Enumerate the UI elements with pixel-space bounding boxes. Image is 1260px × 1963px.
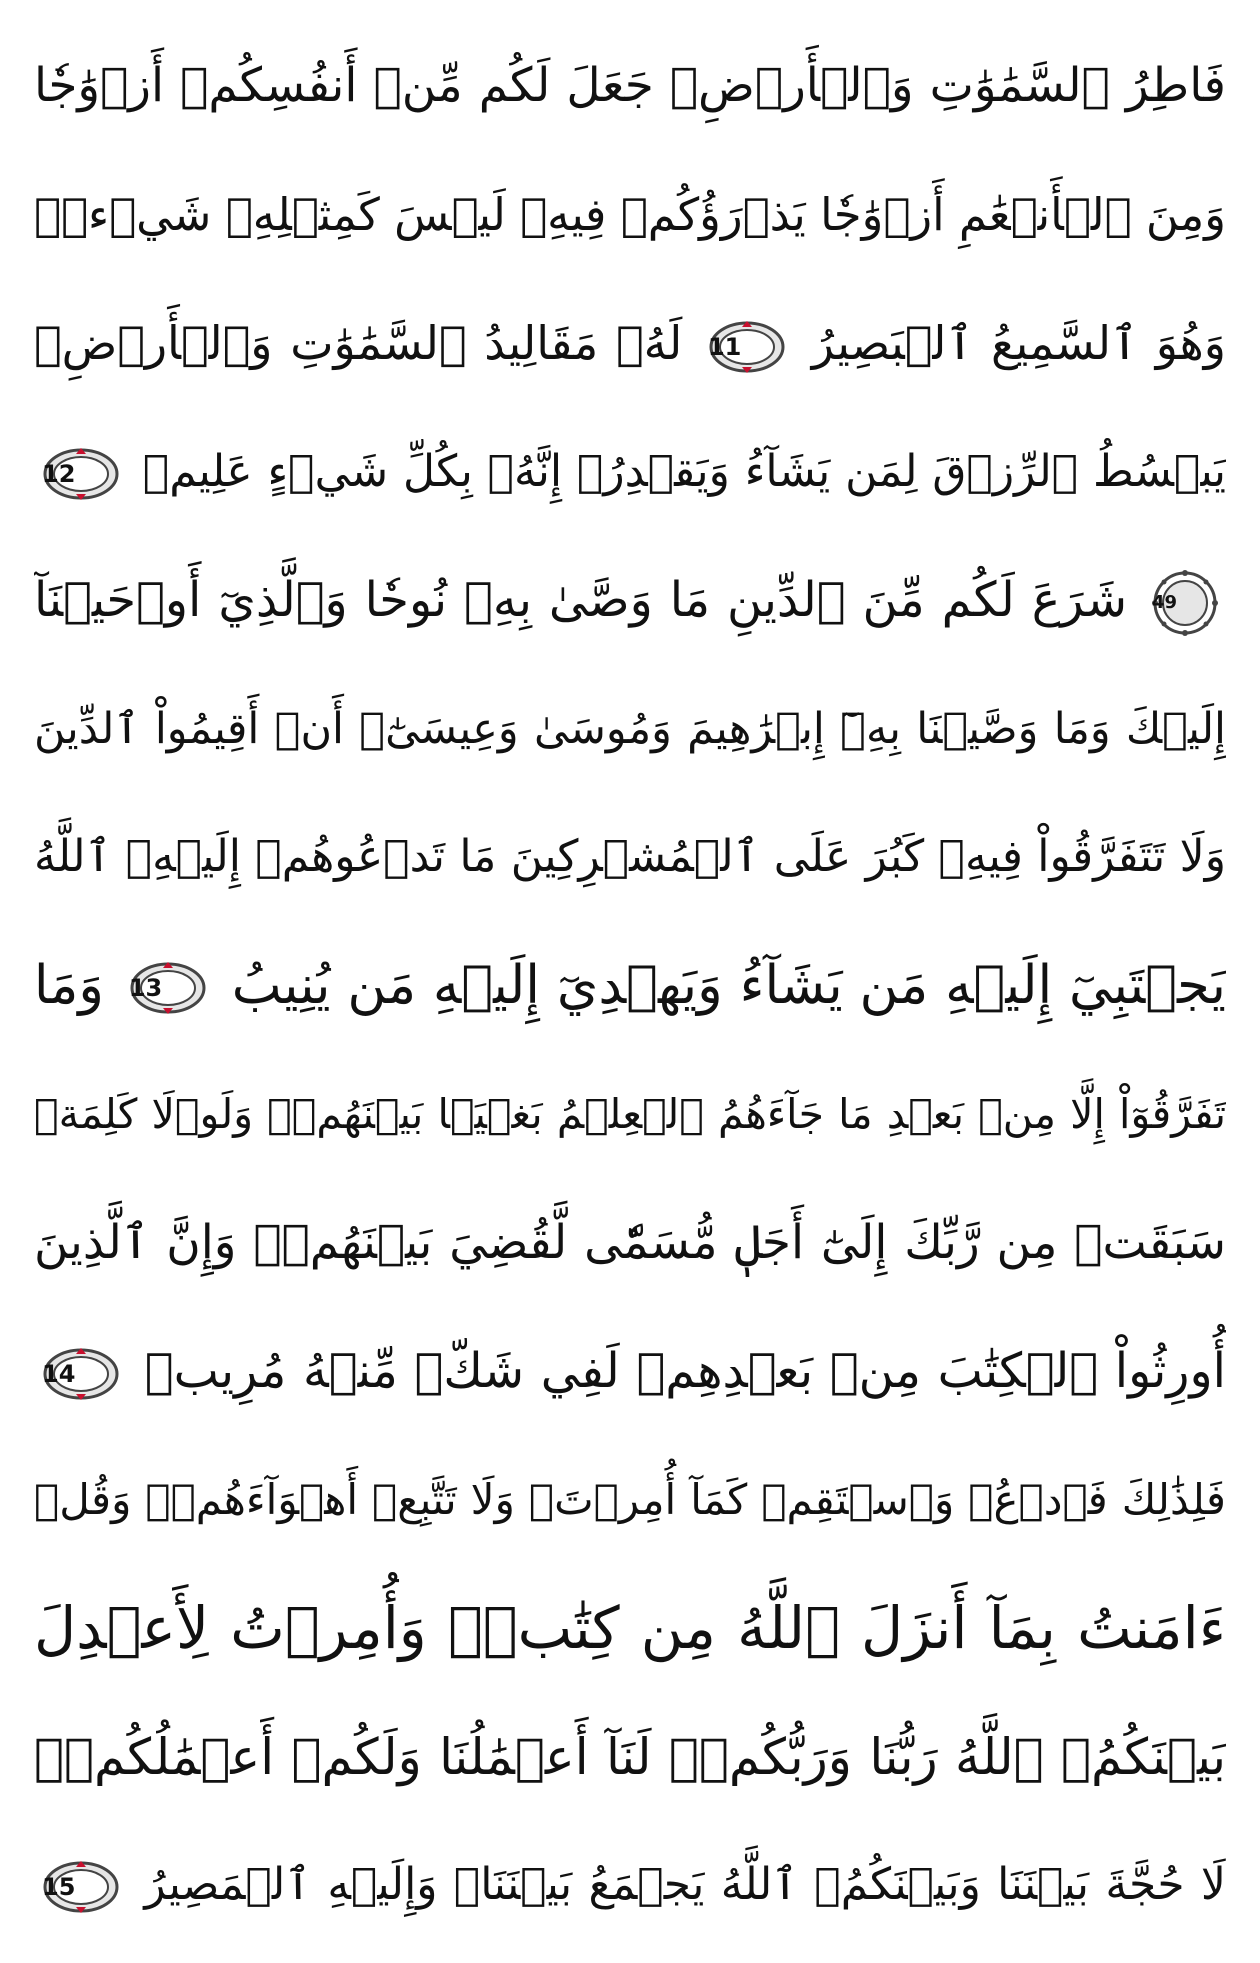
text-line bbox=[34, 408, 1226, 537]
text-line bbox=[34, 536, 1226, 665]
ayah-number-marker bbox=[708, 319, 786, 375]
line-text: سَبَقَتۡ مِن رَّبِّكَ إِلَىٰٓ أَجَلٖ مُّسَمّٗى لَّقُضِيَ بَيۡنَهُمۡۚ وَإِنَّ ٱلَّذِينَ bbox=[34, 1214, 1226, 1270]
ayah-number-marker bbox=[42, 1859, 120, 1915]
ayah-number-marker bbox=[42, 1346, 120, 1402]
ayah-number: 15 bbox=[42, 1873, 76, 1901]
line-text-group bbox=[34, 279, 1226, 408]
text-line bbox=[34, 665, 1226, 794]
text-line bbox=[34, 1821, 1226, 1950]
line-text: وَهُوَ ٱلسَّمِيعُ ٱلۡبَصِيرُ bbox=[811, 316, 1226, 370]
text-line bbox=[34, 793, 1226, 922]
line-text: يَجۡتَبِيٓ إِلَيۡهِ مَن يَشَآءُ وَيَهۡدِيٓ إِلَيۡهِ مَن يُنِيبُ bbox=[231, 954, 1226, 1016]
text-line bbox=[34, 1693, 1226, 1822]
line-text: لَهُۥ مَقَالِيدُ ٱلسَّمَٰوَٰتِ وَٱلۡأَرۡضِۖ bbox=[34, 316, 683, 370]
line-text-group bbox=[34, 922, 1226, 1051]
ayah-number-marker bbox=[42, 446, 120, 502]
line-text: إِلَيۡكَ وَمَا وَصَّيۡنَا بِهِۦٓ إِبۡرَٰهِيمَ وَمُوسَىٰ وَعِيسَىٰٓۖ أَنۡ أَقِيمُواْ ٱلدِّينَ bbox=[34, 703, 1226, 754]
line-text-group bbox=[34, 1307, 1226, 1436]
text-line bbox=[34, 1564, 1226, 1693]
text-line bbox=[34, 1179, 1226, 1308]
text-line bbox=[34, 922, 1226, 1051]
line-text: فَلِذَٰلِكَ فَٱدۡعُۖ وَٱسۡتَقِمۡ كَمَآ أُمِرۡتَۖ وَلَا تَتَّبِعۡ أَهۡوَآءَهُمۡۖ وَقُلۡ bbox=[34, 1474, 1226, 1524]
line-text-group bbox=[34, 536, 1226, 665]
line-text: وَمَا bbox=[34, 954, 104, 1016]
line-text: تَفَرَّقُوٓاْ إِلَّا مِنۢ بَعۡدِ مَا جَآءَهُمُ ٱلۡعِلۡمُ بَغۡيَۢا بَيۡنَهُمۡۚ وَلَوۡلَا كَلِمَةٞ bbox=[34, 1090, 1226, 1138]
line-text: شَرَعَ لَكُم مِّنَ ٱلدِّينِ مَا وَصَّىٰ بِهِۦ نُوحٗا وَٱلَّذِيٓ أَوۡحَيۡنَآ bbox=[34, 572, 1128, 628]
line-text: بَيۡنَكُمُۖ ٱللَّهُ رَبُّنَا وَرَبُّكُمۡۖ لَنَآ أَعۡمَٰلُنَا وَلَكُمۡ أَعۡمَٰلُكُمۡۖ bbox=[34, 1727, 1226, 1786]
line-text: وَمِنَ ٱلۡأَنۡعَٰمِ أَزۡوَٰجٗا يَذۡرَؤُكُمۡ فِيهِۚ لَيۡسَ كَمِثۡلِهِۦ شَيۡءٞۖ bbox=[34, 187, 1226, 241]
line-text: أُورِثُواْ ٱلۡكِتَٰبَ مِنۢ بَعۡدِهِمۡ لَفِي شَكّٖ مِّنۡهُ مُرِيبٖ bbox=[144, 1343, 1226, 1399]
line-text: لَا حُجَّةَ بَيۡنَنَا وَبَيۡنَكُمُۖ ٱللَّهُ يَجۡمَعُ بَيۡنَنَاۖ وَإِلَيۡهِ ٱلۡمَصِيرُ bbox=[144, 1859, 1226, 1910]
ayah-number: 11 bbox=[707, 332, 742, 361]
ayah-number: 13 bbox=[128, 973, 163, 1002]
line-text: فَاطِرُ ٱلسَّمَٰوَٰتِ وَٱلۡأَرۡضِۚ جَعَلَ لَكُم مِّنۡ أَنفُسِكُمۡ أَزۡوَٰجٗا bbox=[34, 58, 1226, 113]
ayah-number-marker bbox=[129, 960, 207, 1016]
hizb-number: 49 bbox=[1152, 592, 1178, 613]
line-text-group bbox=[34, 408, 1226, 537]
ayah-number: 12 bbox=[42, 459, 76, 488]
line-text: وَلَا تَتَفَرَّقُواْ فِيهِۚ كَبُرَ عَلَى ٱلۡمُشۡرِكِينَ مَا تَدۡعُوهُمۡ إِلَيۡهِۚ ٱللَّهُ bbox=[34, 831, 1226, 882]
text-line bbox=[34, 279, 1226, 408]
hizb-number-marker bbox=[1152, 570, 1218, 636]
line-text-group bbox=[34, 1821, 1226, 1950]
text-line bbox=[34, 1436, 1226, 1565]
line-text: ءَامَنتُ بِمَآ أَنزَلَ ٱللَّهُ مِن كِتَٰبٖۖ وَأُمِرۡتُ لِأَعۡدِلَ bbox=[34, 1594, 1226, 1662]
text-line bbox=[34, 22, 1226, 151]
text-line bbox=[34, 1307, 1226, 1436]
text-line bbox=[34, 1050, 1226, 1179]
line-text: يَبۡسُطُ ٱلرِّزۡقَ لِمَن يَشَآءُ وَيَقۡدِرُۚ إِنَّهُۥ بِكُلِّ شَيۡءٍ عَلِيمٞ bbox=[142, 445, 1226, 497]
ayah-number: 14 bbox=[42, 1360, 76, 1388]
text-line bbox=[34, 151, 1226, 280]
